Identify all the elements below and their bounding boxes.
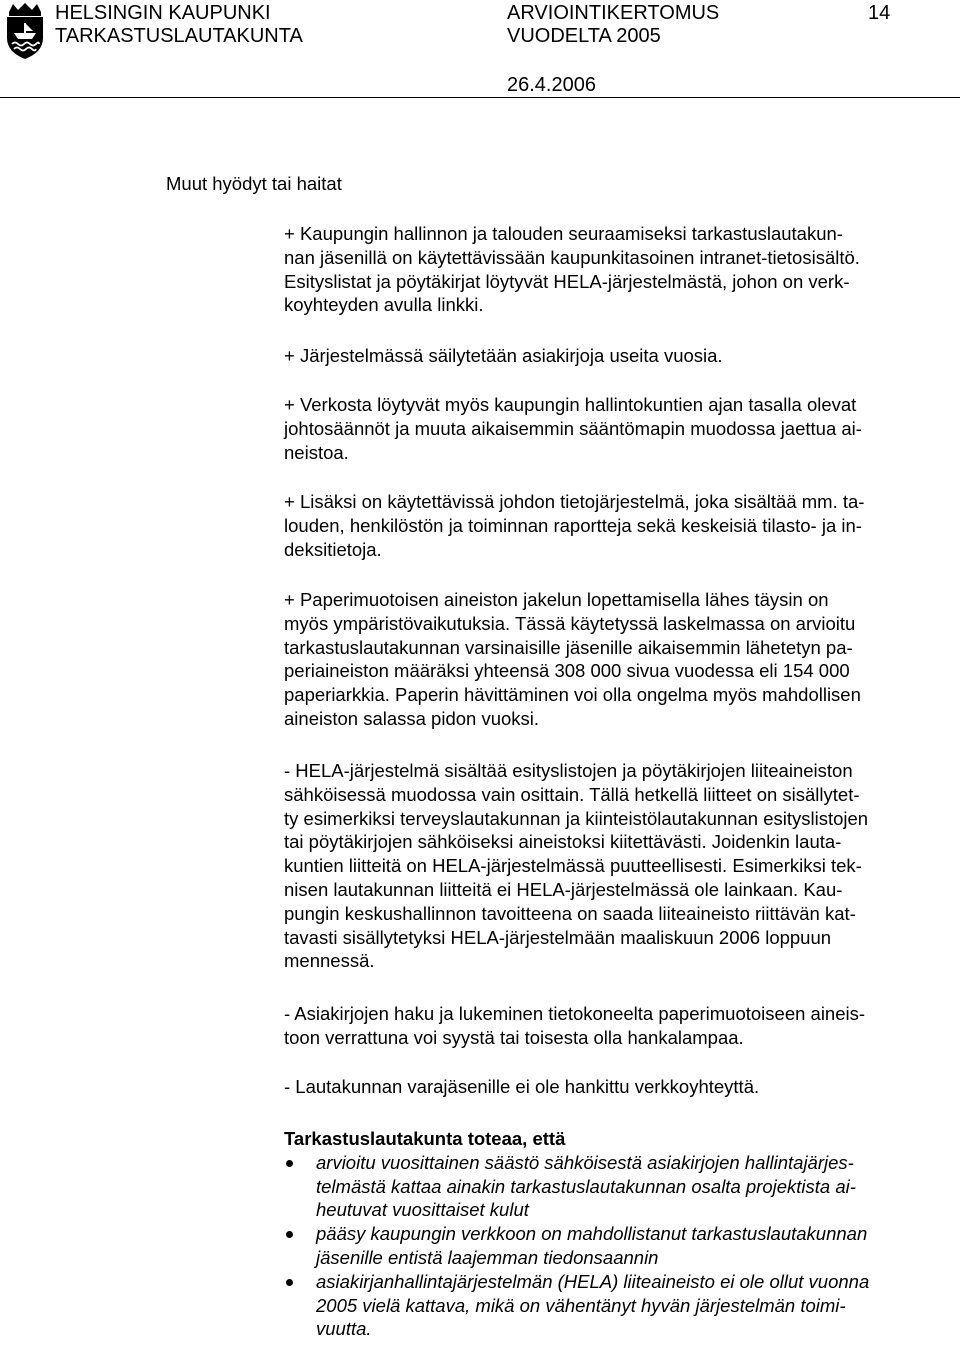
paragraph bbox=[284, 222, 956, 317]
text-line: tavasti sisällytetyksi HELA-järjestelmään maaliskuun 2006 loppuun bbox=[284, 926, 832, 948]
page-header bbox=[0, 0, 960, 98]
text-line: Esityslistat ja pöytäkirjat löytyvät HELA-järjestelmästä, johon on verk- bbox=[284, 270, 850, 292]
text-line: pääsy kaupungin verkkoon on mahdollistanut tarkastuslautakunnan bbox=[316, 1223, 868, 1245]
text-line: kuntien liitteitä on HELA-järjestelmässä puutteellisesti. Esimerkiksi tek- bbox=[284, 855, 862, 877]
text-line: periaineiston määräksi yhteensä 308 000 sivua vuodessa eli 154 000 bbox=[284, 660, 850, 682]
text-line: paperiarkkia. Paperin hävittäminen voi olla ongelma myös mahdollisen bbox=[284, 684, 861, 706]
list-item bbox=[284, 1222, 956, 1270]
text-line: tai pöytäkirjojen sähköiseksi aineistoksi kiitettävästi. Joidenkin lauta- bbox=[284, 831, 842, 853]
paragraph bbox=[284, 1075, 956, 1099]
paragraph bbox=[284, 588, 956, 731]
bullet-icon bbox=[286, 1279, 293, 1286]
text-line: tarkastuslautakunnan varsinaisille jäsenille aikaisemmin lähetetyn pa- bbox=[284, 636, 853, 658]
text-line: nisen lautakunnan liitteitä ei HELA-järjestelmässä ole lainkaan. Kau- bbox=[284, 878, 843, 900]
text-line: johtosäännöt ja muuta aikaisemmin sääntömapin muodossa jaettua ai- bbox=[284, 417, 862, 439]
conclusion-block bbox=[284, 1127, 956, 1341]
text-line: koyhteyden avulla linkki. bbox=[284, 294, 484, 316]
text-line: - Lautakunnan varajäsenille ei ole hankittu verkkoyhteyttä. bbox=[284, 1076, 760, 1097]
text-line: deksitietoja. bbox=[284, 538, 382, 560]
document-type: ARVIOINTIKERTOMUS bbox=[507, 2, 720, 24]
document-year: VUODELTA 2005 bbox=[507, 25, 661, 47]
text-line: + Kaupungin hallinnon ja talouden seuraamiseksi tarkastuslautakun- bbox=[284, 223, 843, 244]
text-line: - HELA-järjestelmä sisältää esityslistojen ja pöytäkirjojen liiteaineiston bbox=[284, 760, 853, 781]
section-title: Muut hyödyt tai haitat bbox=[166, 173, 342, 194]
conclusion-list bbox=[284, 1151, 956, 1341]
list-item bbox=[284, 1270, 956, 1341]
paragraph bbox=[284, 759, 956, 973]
text-line: pungin keskushallinnon tavoitteena on saada liiteaineisto riittävän kat- bbox=[284, 902, 856, 924]
text-line: sähköisessä muodossa vain osittain. Tällä hetkellä liitteet on sisällytet- bbox=[284, 783, 860, 805]
text-line: ty esimerkiksi terveyslautakunnan ja kiinteistölautakunnan esityslistojen bbox=[284, 807, 869, 829]
text-line: toon verrattuna voi syystä tai toisesta olla hankalampaa. bbox=[284, 1026, 744, 1048]
text-line: telmästä kattaa ainakin tarkastuslautakunnan osalta projektista ai- bbox=[316, 1175, 856, 1197]
text-line: nan jäsenillä on käytettävissään kaupunkitasoinen intranet-tietosisältö. bbox=[284, 246, 860, 268]
text-line: vuutta. bbox=[316, 1318, 372, 1340]
list-item bbox=[284, 1151, 956, 1222]
text-line: - Asiakirjojen haku ja lukeminen tietokoneelta paperimuotoiseen aineis- bbox=[284, 1003, 866, 1024]
text-line: 2005 vielä kattava, mikä on vähentänyt hyvän järjestelmän toimi- bbox=[316, 1294, 846, 1316]
text-line: myös ympäristövaikutuksia. Tässä käytetyssä laskelmassa on arvioitu bbox=[284, 612, 856, 634]
header-divider bbox=[0, 97, 960, 98]
paragraph bbox=[284, 490, 956, 561]
text-line: + Lisäksi on käytettävissä johdon tietojärjestelmä, joka sisältää mm. ta- bbox=[284, 491, 865, 512]
helsinki-coat-of-arms-icon bbox=[3, 2, 47, 60]
page-number: 14 bbox=[868, 2, 891, 24]
text-line: + Järjestelmässä säilytetään asiakirjoja useita vuosia. bbox=[284, 345, 723, 366]
paragraph bbox=[284, 1002, 956, 1050]
text-line: heutuvat vuosittaiset kulut bbox=[316, 1199, 529, 1221]
text-line: aineiston salassa pidon vuoksi. bbox=[284, 707, 540, 729]
text-line: + Verkosta löytyvät myös kaupungin hallintokuntien ajan tasalla olevat bbox=[284, 394, 857, 415]
text-line: neistoa. bbox=[284, 441, 349, 463]
text-line: jäsenille entistä laajemman tiedonsaannin bbox=[316, 1246, 659, 1268]
text-line: asiakirjanhallintajärjestelmän (HELA) liiteaineisto ei ole ollut vuonna bbox=[316, 1270, 870, 1292]
bullet-icon bbox=[286, 1160, 293, 1167]
paragraph bbox=[284, 344, 956, 368]
conclusion-heading: Tarkastuslautakunta toteaa, että bbox=[284, 1128, 566, 1149]
document-date: 26.4.2006 bbox=[507, 74, 596, 96]
bullet-icon bbox=[286, 1231, 293, 1238]
text-line: + Paperimuotoisen aineiston jakelun lopettamisella lähes täysin on bbox=[284, 589, 829, 610]
text-line: arvioitu vuosittainen säästö sähköisestä asiakirjojen hallintajärjes- bbox=[316, 1151, 854, 1173]
paragraph bbox=[284, 393, 956, 464]
org-unit: TARKASTUSLAUTAKUNTA bbox=[55, 25, 303, 47]
text-line: louden, henkilöstön ja toiminnan raportteja sekä keskeisiä tilasto- ja in- bbox=[284, 514, 862, 536]
text-line: mennessä. bbox=[284, 950, 375, 972]
org-name: HELSINGIN KAUPUNKI bbox=[55, 2, 271, 24]
